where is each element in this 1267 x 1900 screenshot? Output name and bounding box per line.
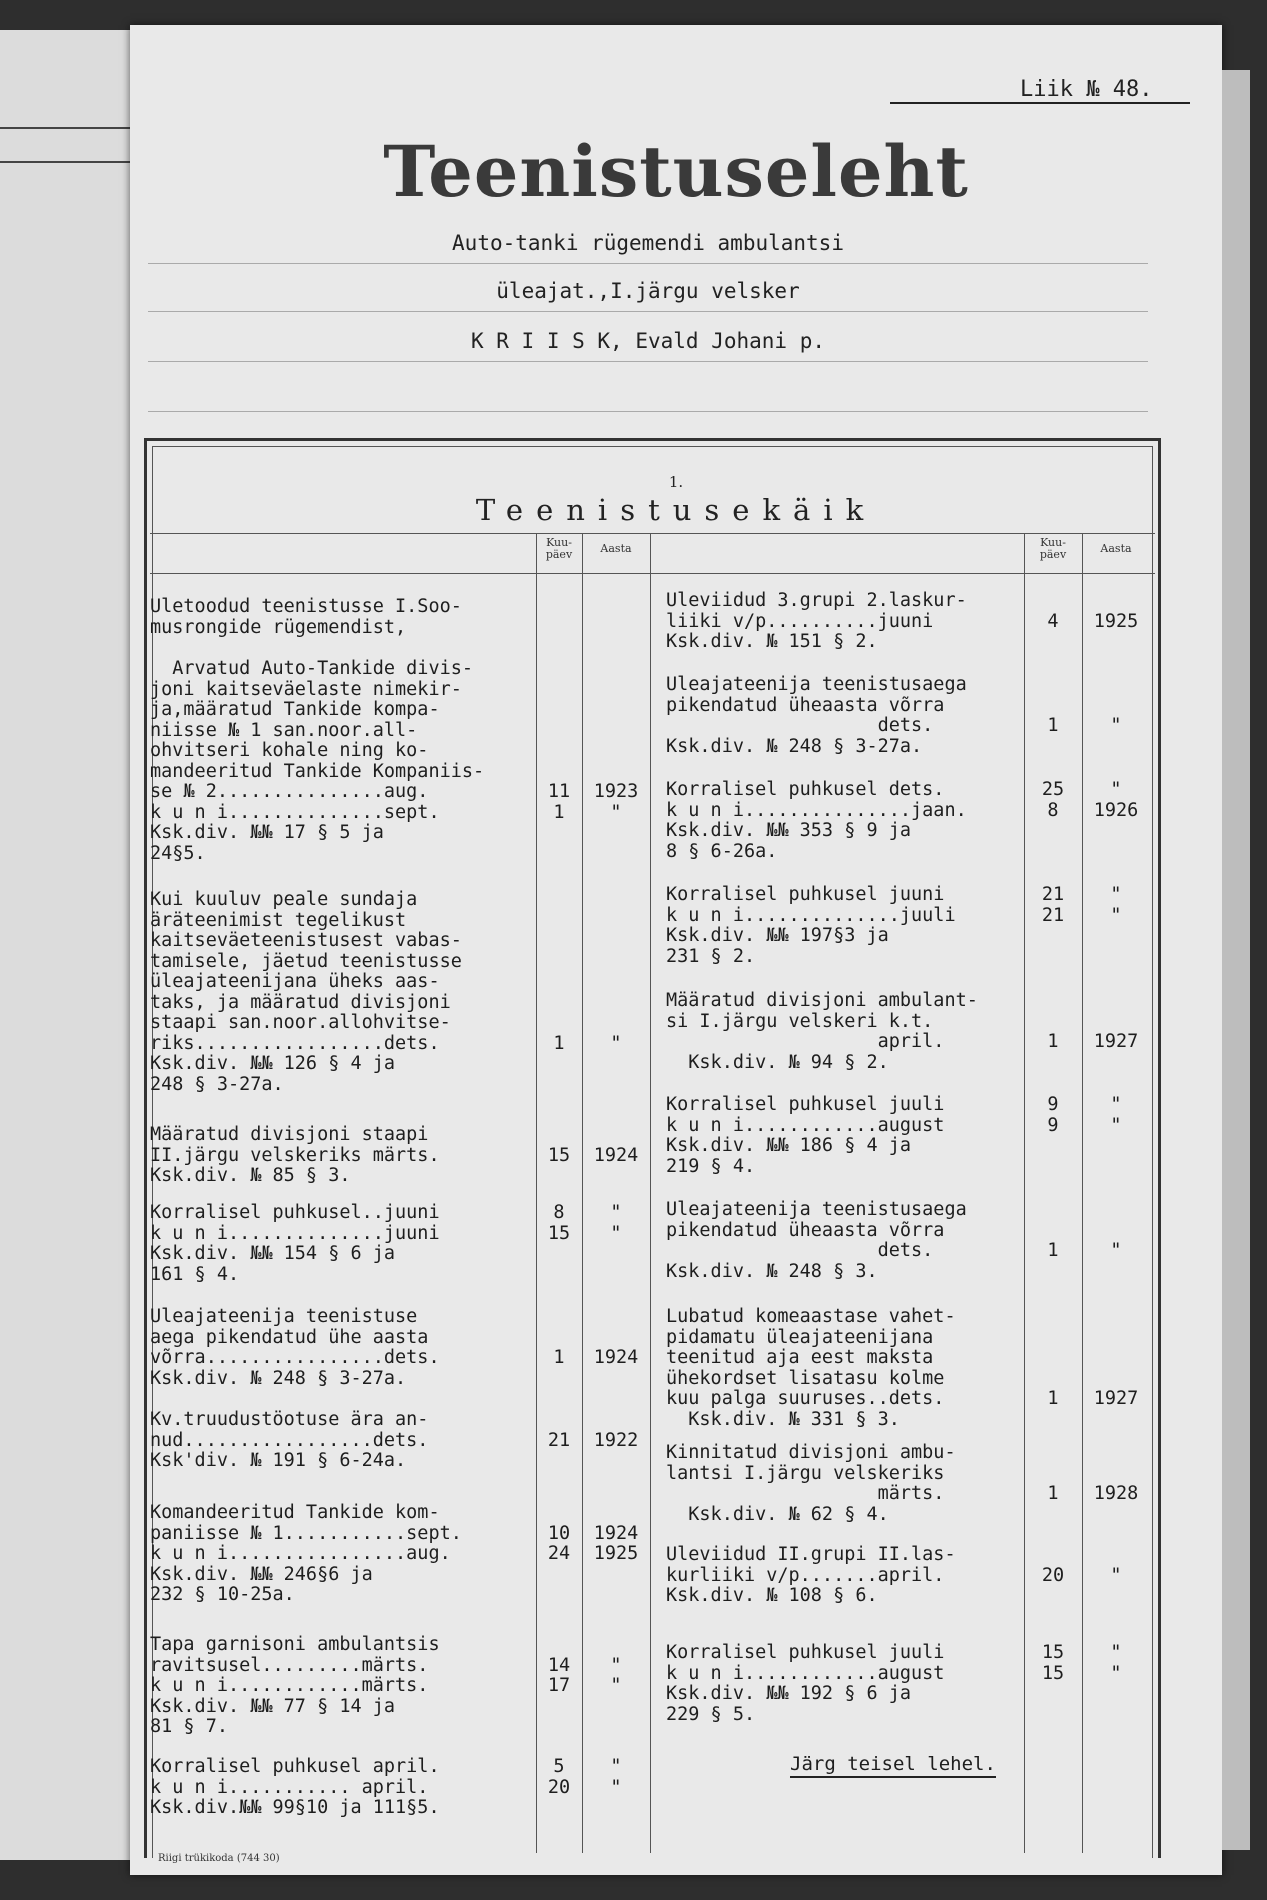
service-entry: Uleviidud 3.grupi 2.laskur- liiki v/p..........juuni Ksk.div. № 151 § 2. [666,590,967,652]
entry-year: " [610,1032,622,1054]
entry-day: 1 [1047,715,1059,736]
service-entry: Korralisel puhkusel juuli k u n i............august Ksk.div. №№ 186 § 4 ja 219 § 4. [666,1094,945,1177]
entry-day: 14 17 [547,1654,571,1696]
service-entry: Korralisel puhkusel juuli k u n i............august Ksk.div. №№ 192 § 6 ja 229 § 5. [666,1642,945,1725]
service-entry: Määratud divisjoni ambulant- si I.järgu velskeri k.t. april. Ksk.div. № 94 § 2. [666,990,978,1073]
col-header-year: Aasta [1100,542,1132,555]
header-rule [150,573,1155,574]
service-entry: Uleviidud II.grupi II.las- kurliiki v/p.......april. Ksk.div. № 108 § 6. [666,1544,956,1606]
entry-year: 1924 [593,1347,639,1368]
service-entry: Korralisel puhkusel juuni k u n i..............juuli Ksk.div. №№ 197§3 ja 231 § 2. [666,884,956,967]
entry-year: 1923 " [593,781,639,823]
section-number: 1. [668,473,684,491]
underlying-page [0,30,150,1860]
entry-year: 1924 1925 [593,1522,639,1564]
entry-day: 1 [1047,1240,1059,1261]
entry-year: " " [1110,1094,1122,1136]
service-entry: Uletoodud teenistusse I.Soo- musrongide rügemendist, [150,596,462,638]
blank-line [148,371,1148,412]
entry-day: 9 9 [1047,1094,1059,1136]
unit-line: Auto-tanki rügemendi ambulantsi [148,223,1148,264]
rank-line: üleajat.,I.järgu velsker [148,271,1148,312]
entry-day: 25 8 [1041,779,1065,821]
entry-day: 11 1 [547,781,571,823]
service-entry: Uleajateenija teenistuse aega pikendatud ühe aasta võrra................dets. Ksk.div. № 248 § 3-27a. [150,1306,440,1389]
entry-day: 1 [1047,1031,1059,1052]
service-entry: Komandeeritud Tankide kom- paniisse № 1...........sept. k u n i................aug. Ksk.div. №№ 246§6 ja 232 § 10-25a. [150,1502,462,1605]
entry-day: 21 21 [1041,884,1065,926]
entry-day: 1 [553,1347,565,1368]
service-entry: Uleajateenija teenistusaega pikendatud üheaasta võrra dets. Ksk.div. № 248 § 3-27a. [666,674,967,757]
service-entry: Korralisel puhkusel dets. k u n i...............jaan. Ksk.div. №№ 353 § 9 ja 8 § 6-26a. [666,779,967,862]
service-entry: Tapa garnisoni ambulantsis ravitsusel.........märts. k u n i............märts. Ksk.div. №№ 77 § 14 ja 81 § 7. [150,1634,440,1737]
col-header-day: Kuu- päev [1039,536,1067,561]
entry-day: 15 15 [1041,1642,1065,1684]
entry-day: 15 [547,1144,571,1166]
entry-day: 10 24 [547,1522,571,1564]
title-rule [150,533,1155,534]
column-divider [650,533,651,1853]
service-entry: Arvatud Auto-Tankide divis- joni kaitseväelaste nimekir- ja,määratud Tankide kompa- niisse № 1 san.noor.all- ohvitseri kohale ning ko- mandeeritud Tankide Kompaniis- se № 2...............aug. k u n i..............sept. Ksk.div. №№ 17 § 5 ja 24§5. [150,658,485,864]
entry-year: 1922 [593,1429,639,1451]
service-entry: Uleajateenija teenistusaega pikendatud üheaasta võrra dets. Ksk.div. № 248 § 3. [666,1199,967,1282]
page-rule [0,161,135,163]
entry-year: " [1110,1240,1122,1261]
entry-year: " [1110,715,1122,736]
section-title: Teenistusekäik [475,493,877,527]
entry-year: 1924 [593,1144,639,1166]
service-entry: Lubatud komeaastase vahet- pidamatu üleajateenijana teenitud aja eest maksta ühekordset lisatasu kolme kuu palga suuruses..dets. Ksk.div. № 331 § 3. [666,1306,956,1430]
page-rule [0,127,135,129]
entry-year: " " [610,1756,622,1798]
service-record-sheet [130,25,1222,1875]
service-entry: Määratud divisjoni staapi II.järgu velskeriks märts. Ksk.div. № 85 § 3. [150,1124,440,1186]
service-entry: Kv.truudustöotuse ära an- nud.................dets. Ksk'div. № 191 § 6-24a. [150,1409,429,1471]
continued-note: Järg teisel lehel. [790,1753,996,1778]
entry-year: " " [1110,1642,1122,1684]
col-header-year: Aasta [600,542,632,555]
entry-day: 21 [547,1429,571,1451]
entry-year: " [1110,1564,1122,1586]
col-header-day: Kuu- päev [545,536,573,561]
page-edge [1222,70,1250,1850]
entry-day: 4 [1047,610,1059,632]
entry-year: 1925 [1093,610,1139,632]
entry-day: 5 20 [547,1756,571,1798]
entry-day: 8 15 [547,1202,571,1244]
name-line: K R I I S K, Evald Johani p. [148,321,1148,362]
service-entry: Kui kuuluv peale sundaja äräteenimist tegelikust kaitseväeteenistusest vabas- tamisele, jäetud teenistusse üleajateenijana üheks aas- taks, ja määratud divisjoni staapi san.noor.allohvitse- riks.................dets. Ksk.div. №№ 126 § 4 ja 248 § 3-27a. [150,889,462,1095]
document-title: Teenistuseleht [383,130,969,213]
entry-day: 20 [1041,1564,1065,1586]
entry-year: " " [1110,884,1122,926]
entry-day: 1 [1047,1483,1059,1504]
entry-year: " " [610,1654,622,1696]
entry-year: " 1926 [1093,779,1139,821]
printer-mark: Riigi trükikoda (744 30) [158,1853,280,1864]
entry-day: 1 [1047,1388,1059,1409]
entry-year: 1927 [1093,1031,1139,1052]
entry-year: 1928 [1093,1483,1139,1504]
service-entry: Korralisel puhkusel..juuni k u n i..............juuni Ksk.div. №№ 154 § 6 ja 161 § 4. [150,1202,440,1285]
service-entry: Korralisel puhkusel april. k u n i........... april. Ksk.div.№№ 99§10 ja 111§5. [150,1756,440,1818]
entry-day: 1 [553,1032,565,1054]
entry-year: " " [610,1202,622,1244]
entry-year: 1927 [1093,1388,1139,1409]
file-number: Liik № 48. [890,77,1190,104]
service-entry: Kinnitatud divisjoni ambu- lantsi I.järgu velskeriks märts. Ksk.div. № 62 § 4. [666,1442,956,1525]
